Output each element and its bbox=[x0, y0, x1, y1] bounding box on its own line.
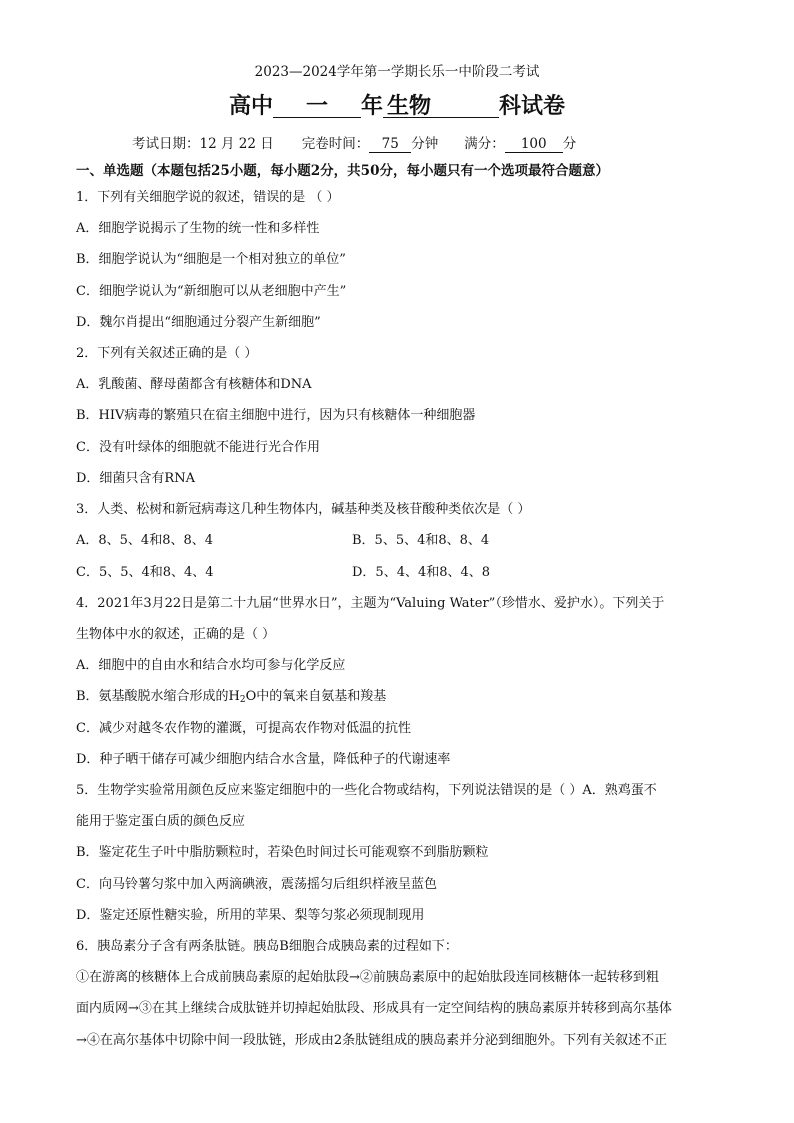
q3-option-b: B．5、5、4和8、8、4 bbox=[352, 533, 490, 548]
score-value: 100 bbox=[505, 137, 563, 153]
title-part-c: 科试卷 bbox=[499, 93, 566, 119]
q2-option-b: B．HIV病毒的繁殖只在宿主细胞中进行，因为只有核糖体一种细胞器 bbox=[76, 408, 476, 423]
q4-stem-line1: 4．2021年3月22日是第二十九届“世界水日”，主题为“Valuing Water”（珍惜水、爱护水）。下列关于 bbox=[76, 596, 665, 611]
q3-stem: 3．人类、松树和新冠病毒这几种生物体内，碱基种类及核苷酸种类依次是（ ） bbox=[76, 502, 531, 517]
score-label: 满分： bbox=[464, 136, 505, 152]
title-part-b: 年 bbox=[360, 93, 383, 119]
q4-stem-line2: 生物体中水的叙述，正确的是（ ） bbox=[76, 627, 276, 642]
q1-option-d: D．魏尔肖提出“细胞通过分裂产生新细胞” bbox=[76, 315, 321, 330]
q4-option-b-sub: 2 bbox=[239, 695, 246, 705]
exam-info bbox=[132, 136, 576, 153]
q3-option-d: D．5、4、4和8、4、8 bbox=[352, 565, 491, 580]
time-label: 完卷时间： bbox=[301, 136, 370, 152]
q4-option-d: D．种子晒干储存可减少细胞内结合水含量，降低种子的代谢速率 bbox=[76, 752, 451, 767]
q3-option-c: C．5、5、4和8、4、4 bbox=[76, 565, 214, 580]
time-value: 75 bbox=[369, 137, 411, 153]
score-unit: 分 bbox=[562, 136, 577, 152]
q4-option-b bbox=[76, 689, 386, 708]
q5-option-b: B．鉴定花生子叶中脂肪颗粒时，若染色时间过长可能观察不到脂肪颗粒 bbox=[76, 845, 489, 860]
q4-option-c: C．减少对越冬农作物的灌溉，可提高农作物对低温的抗性 bbox=[76, 721, 411, 736]
grade-blank: 一 bbox=[273, 95, 361, 118]
q5-option-c: C．向马铃薯匀浆中加入两滴碘液，震荡摇匀后组织样液呈蓝色 bbox=[76, 877, 437, 892]
exam-title bbox=[0, 93, 794, 119]
q2-option-c: C．没有叶绿体的细胞就不能进行光合作用 bbox=[76, 440, 320, 455]
q2-stem: 2．下列有关叙述正确的是（ ） bbox=[76, 346, 258, 361]
q1-option-b: B．细胞学说认为“细胞是一个相对独立的单位” bbox=[76, 252, 346, 267]
q6-step-line3: →④在高尔基体中切除中间一段肽链，形成由2条肽链组成的胰岛素并分泌到细胞外。下列有关叙述不正 bbox=[76, 1033, 668, 1048]
q4-option-b-pre: B．氨基酸脱水缩合形成的H bbox=[76, 689, 240, 704]
subject-blank: 生物 bbox=[383, 95, 499, 118]
time-unit: 分钟 bbox=[411, 136, 439, 152]
q5-stem-line2: 能用于鉴定蛋白质的颜色反应 bbox=[76, 814, 246, 829]
q4-option-a: A．细胞中的自由水和结合水均可参与化学反应 bbox=[76, 658, 346, 673]
q6-step-line1: ①在游离的核糖体上合成前胰岛素原的起始肽段→②前胰岛素原中的起始肽段连同核糖体一起转移到粗 bbox=[76, 970, 659, 985]
title-part-a: 高中 bbox=[228, 93, 273, 119]
q1-option-a: A．细胞学说揭示了生物的统一性和多样性 bbox=[76, 221, 320, 236]
q5-stem-line1: 5．生物学实验常用颜色反应来鉴定细胞中的一些化合物或结构，下列说法错误的是（ ）A．熟鸡蛋不 bbox=[76, 783, 657, 798]
q6-stem: 6．胰岛素分子含有两条肽链。胰岛B细胞合成胰岛素的过程如下： bbox=[76, 939, 458, 954]
school-line: 2023—2024学年第一学期长乐一中阶段二考试 bbox=[254, 64, 540, 80]
q6-step-line2: 面内质网→③在其上继续合成肽链并切掉起始肽段、形成具有一定空间结构的胰岛素原并转移到高尔基体 bbox=[76, 1001, 672, 1016]
q4-option-b-post: O中的氧来自氨基和羧基 bbox=[245, 689, 387, 704]
q1-stem: 1．下列有关细胞学说的叙述，错误的是 （ ） bbox=[76, 190, 340, 205]
q3-option-a: A．8、5、4和8、8、4 bbox=[76, 533, 214, 548]
section-header: 一、单选题（本题包括25小题，每小题2分，共50分，每小题只有一个选项最符合题意） bbox=[76, 163, 609, 179]
q2-option-d: D．细菌只含有RNA bbox=[76, 471, 195, 486]
exam-date: 考试日期：12 月 22 日 bbox=[132, 136, 274, 152]
q1-option-c: C．细胞学说认为“新细胞可以从老细胞中产生” bbox=[76, 284, 347, 299]
q5-option-d: D．鉴定还原性糖实验，所用的苹果、梨等匀浆必须现制现用 bbox=[76, 908, 425, 923]
q2-option-a: A．乳酸菌、酵母菌都含有核糖体和DNA bbox=[76, 377, 312, 392]
